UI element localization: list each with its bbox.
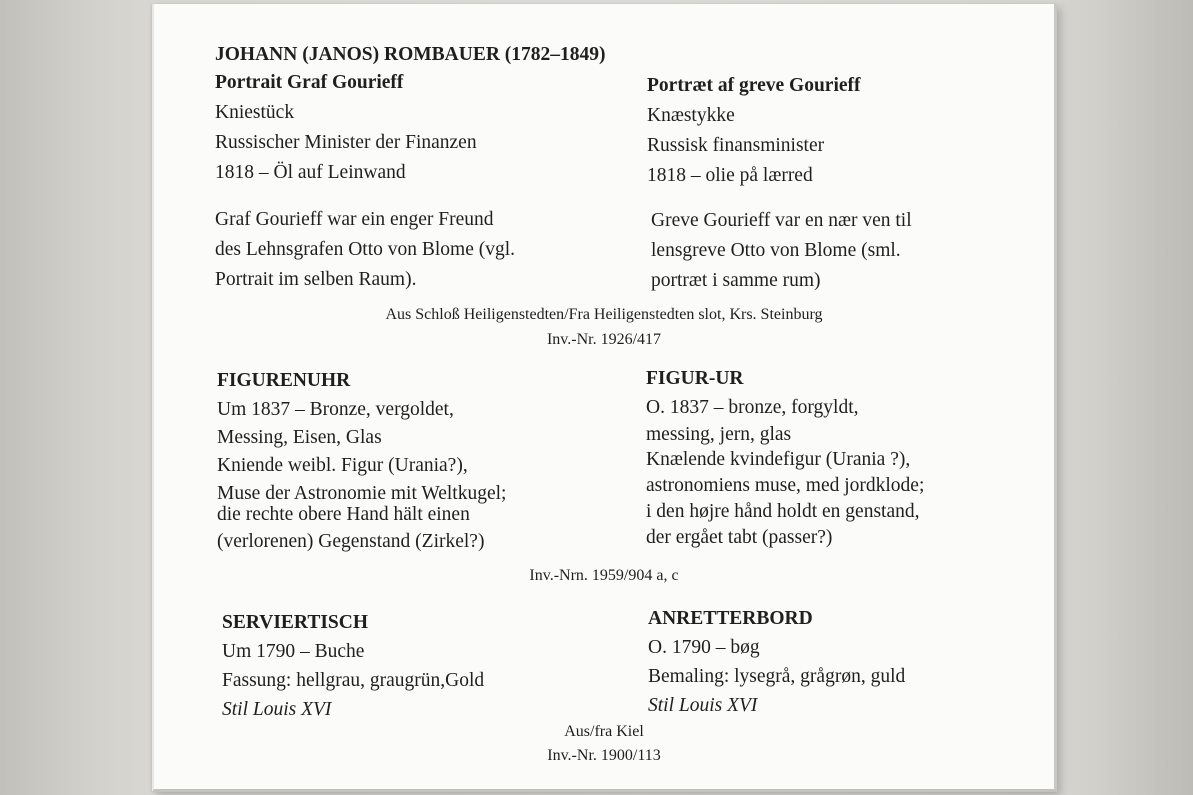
portrait-line-da: 1818 – olie på lærred [647,165,813,186]
table-line-da: O. 1790 – bøg [648,637,760,658]
table-line-da: Bemaling: lysegrå, grågrøn, guld [648,666,906,687]
portrait-provenance: Aus Schloß Heiligenstedten/Fra Heiligenstedten slot, Krs. Steinburg [385,306,823,323]
clock-title-da: FIGUR-UR [646,368,744,389]
portrait-inventory: Inv.-Nr. 1926/417 [546,331,662,348]
portrait-title-da: Portræt af greve Gourieff [647,75,861,96]
portrait-line-de: 1818 – Öl auf Leinwand [215,162,406,183]
table-provenance: Aus/fra Kiel [564,723,644,740]
artist-heading: JOHANN (JANOS) ROMBAUER (1782–1849) [215,44,606,65]
portrait-desc-de: Graf Gourieff war ein enger Freund [215,209,494,230]
portrait-desc-da: Greve Gourieff var en nær ven til [651,210,912,231]
wall-right [1053,0,1193,795]
clock-line-de: (verlorenen) Gegenstand (Zirkel?) [217,531,485,552]
portrait-desc-da: lensgreve Otto von Blome (sml. [651,240,901,261]
portrait-desc-de: Portrait im selben Raum). [215,269,417,290]
clock-line-de: Muse der Astronomie mit Weltkugel; [217,483,507,504]
clock-line-de: Messing, Eisen, Glas [217,427,382,448]
portrait-line-da: Knæstykke [647,105,735,126]
clock-line-da: der ergået tabt (passer?) [646,527,833,548]
clock-line-de: die rechte obere Hand hält einen [217,504,470,525]
clock-line-da: messing, jern, glas [646,424,792,445]
table-line-de: Um 1790 – Buche [222,641,365,662]
table-line-de: Fassung: hellgrau, graugrün,Gold [222,670,485,691]
table-title-da: ANRETTERBORD [648,608,813,629]
portrait-desc-de: des Lehnsgrafen Otto von Blome (vgl. [215,239,516,260]
portrait-title-de: Portrait Graf Gourieff [215,72,404,93]
table-style-da: Stil Louis XVI [648,695,758,716]
clock-title-de: FIGURENUHR [217,370,351,391]
table-title-de: SERVIERTISCH [222,612,369,633]
clock-line-de: Kniende weibl. Figur (Urania?), [217,455,468,476]
wall-left [0,0,150,795]
clock-line-da: i den højre hånd holdt en genstand, [646,501,920,522]
table-inventory: Inv.-Nr. 1900/113 [547,747,661,764]
portrait-line-de: Kniestück [215,102,295,123]
clock-line-da: astronomiens muse, med jordklode; [646,475,925,496]
clock-inventory: Inv.-Nrn. 1959/904 a, c [529,567,679,584]
portrait-desc-da: portræt i samme rum) [651,270,821,291]
portrait-line-da: Russisk finansminister [647,135,825,156]
clock-line-de: Um 1837 – Bronze, vergoldet, [217,399,454,420]
clock-line-da: Knælende kvindefigur (Urania ?), [646,449,911,470]
clock-line-da: O. 1837 – bronze, forgyldt, [646,397,859,418]
portrait-line-de: Russischer Minister der Finanzen [215,132,477,153]
museum-label-plaque [152,4,1057,792]
table-style-de: Stil Louis XVI [222,699,332,720]
